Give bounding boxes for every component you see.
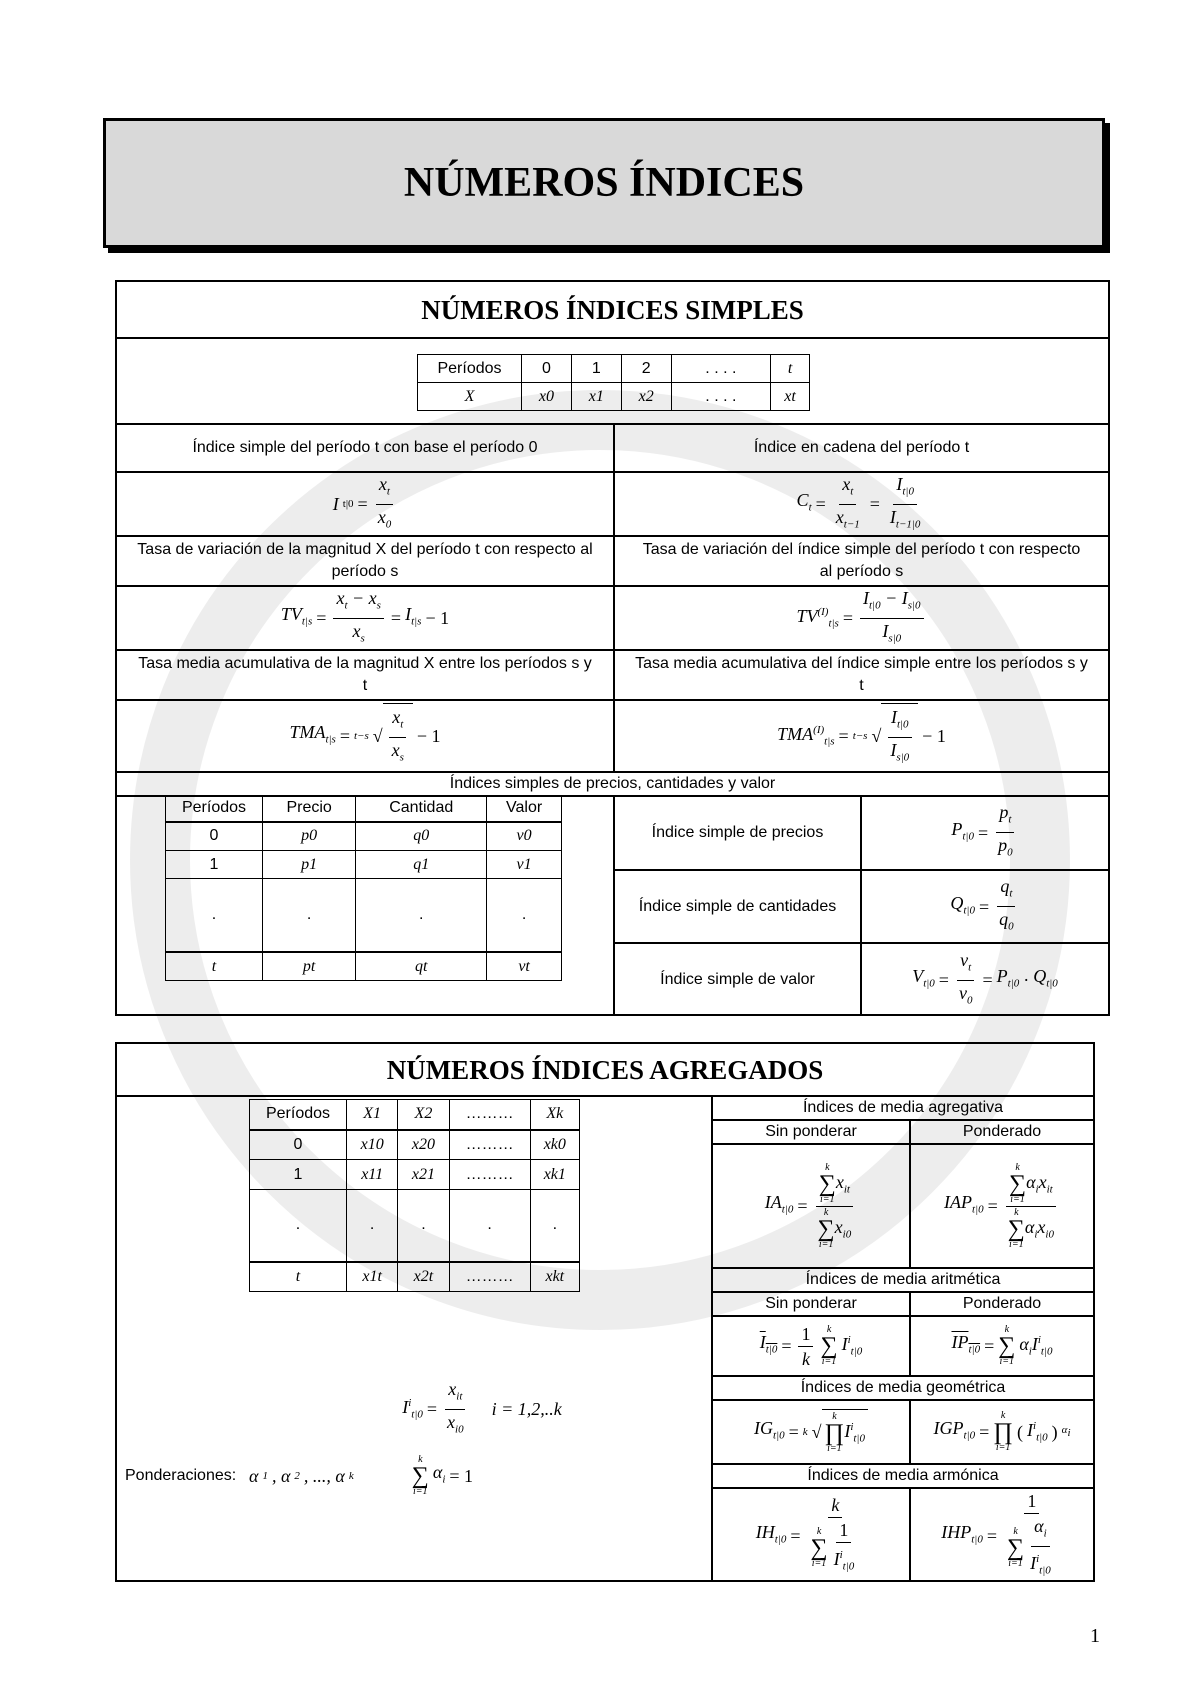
price-index-formula: $P_{t|0}$ = $p_t$ $p_0$: [951, 802, 1013, 859]
harmonic-unweighted-formula: $IH_{t|0}$ = k k ∑ i=1 1 $I^i_{t|0}$: [755, 1494, 855, 1573]
component-index-formula: $I^i_{t|0}$ = $x_{it}$ $x_{i0}$ i = 1,2,..k: [402, 1378, 562, 1436]
quantity-index-label: Índice simple de cantidades: [638, 897, 837, 915]
value-index-formula: $V_{t|0}$ = $v_t$ $v_0$ = $P_{t|0}$ · $Q_{t|0}$: [912, 949, 1058, 1007]
aggregate-section-title: NÚMEROS ÍNDICES AGREGADOS: [386, 1055, 824, 1085]
simple-indices-section: [115, 280, 1110, 1016]
aggregative-weighted-label: Ponderado: [962, 1123, 1042, 1140]
quantity-index-formula: $Q_{t|0}$ = $q_t$ $q_0$: [950, 876, 1014, 933]
weights-label: Ponderaciones:: [125, 1467, 237, 1484]
arithmetic-weighted-label: Ponderado: [962, 1295, 1042, 1312]
harmonic-heading: Índices de media armónica: [807, 1467, 999, 1484]
geometric-heading: Índices de media geométrica: [800, 1379, 1006, 1396]
page-title: NÚMEROS ÍNDICES: [403, 160, 805, 206]
pqv-heading: Índices simples de precios, cantidades y valor: [449, 775, 776, 792]
index-cumulative-rate-formula: $TMA^{(I)}_{t|s}$ = t−s √ $\frac{I_{t|0}}{I_{s|0}}$ − 1: [615, 701, 1108, 771]
periods-header: Períodos: [418, 355, 522, 383]
variation-rate-formula: $TV_{t|s}$ = $x_t - x_s$ $x_s$ = $I_{t|s}$ − 1: [280, 587, 450, 645]
arithmetic-unweighted-label: Sin ponderar: [765, 1295, 857, 1312]
periods-table: Períodos 0 1 2 . . . . t X x0 x1 x2 . . . . xt: [417, 354, 810, 411]
price-index-label: Índice simple de precios: [651, 823, 824, 841]
aggregative-unweighted-label: Sin ponderar: [765, 1123, 857, 1140]
cumulative-rate-formula: $TMA_{t|s}$ = t−s √ $\frac{x_t}{x_s}$ − 1: [117, 701, 613, 771]
index-cumulative-rate-heading: Tasa media acumulativa del índice simple entre los períodos s y t: [635, 655, 1088, 694]
geometric-unweighted-formula: $IG_{t|0}$ = k √ k ∏ i=1 $I^i_{t|0}$: [713, 1401, 909, 1462]
page-title-box: [103, 118, 1105, 248]
index-range: i = 1,2,..k: [491, 1399, 562, 1419]
chain-index-heading: Índice en cadena del período t: [753, 439, 970, 456]
weights-formula: α 1 , α 2 , ..., α k k ∑ i=1 $\alpha_i$ = 1: [249, 1454, 474, 1497]
arithmetic-heading: Índices de media aritmética: [805, 1271, 1001, 1288]
index-variation-rate-heading: Tasa de variación del índice simple del período t con respecto al período s: [642, 541, 1081, 580]
arithmetic-weighted-formula: $IP_{t|0}$ = k ∑ i=1 $\alpha_iI^i_{t|0}$: [951, 1324, 1053, 1367]
aggregative-heading: Índices de media agregativa: [802, 1099, 1004, 1116]
harmonic-weighted-formula: $IHP_{t|0}$ = 1 k ∑ i=1 $\alpha_i$ $I^i_{t|0}$: [941, 1490, 1051, 1577]
simple-index-formula: I t|0 = $x_t$ $x_0$: [332, 473, 392, 531]
aggregative-unweighted-formula: $IA_{t|0}$ = k ∑ i=1 $x_{it}$ k ∑ i=1 $x_{i0}$: [764, 1161, 852, 1250]
simple-index-heading: Índice simple del período t con base el período 0: [192, 439, 538, 456]
geometric-weighted-formula: $IGP_{t|0}$ = k ∏ i=1 ( $I^i_{t|0}$ ) $\alpha_i$: [933, 1409, 1071, 1453]
value-index-label: Índice simple de valor: [660, 971, 815, 988]
simple-section-title: NÚMEROS ÍNDICES SIMPLES: [421, 295, 804, 325]
index-variation-rate-formula: $TV^{(I)}_{t|s}$ = $I_{t|0} - I_{s|0}$ $I_{s|0}$: [615, 587, 1108, 649]
variation-rate-heading: Tasa de variación de la magnitud X del período t con respecto al período s: [137, 541, 593, 580]
price-quantity-value-table: Períodos Precio Cantidad Valor 0 p0 q0 v0 1 p1 q1 v1 . . . . t pt qt vt: [165, 795, 562, 981]
arithmetic-unweighted-formula: $I_{t|0}$ = 1 k k ∑ i=1 $I^i_{t|0}$: [759, 1323, 863, 1369]
page-number: 1: [1090, 1625, 1100, 1647]
chain-index-formula: $C_t$ = $x_t$ $x_{t-1}$ = $I_{t|0}$ $I_{t-1|0}$: [796, 473, 921, 531]
aggregative-weighted-formula: $IAP_{t|0}$ = k ∑ i=1 $\alpha_ix_{it}$ k ∑ i=1 $\alpha_ix_{i0}$: [944, 1161, 1054, 1250]
aggregate-indices-section: [115, 1042, 1095, 1582]
aggregate-periods-table: Períodos X1 X2 ……… Xk 0 x10 x20 ……… xk0 1 x11 x21 ……… xk1 . . . . . t x1t x2t ……… xkt: [249, 1099, 580, 1292]
cumulative-rate-heading: Tasa media acumulativa de la magnitud X entre los períodos s y t: [138, 655, 592, 694]
